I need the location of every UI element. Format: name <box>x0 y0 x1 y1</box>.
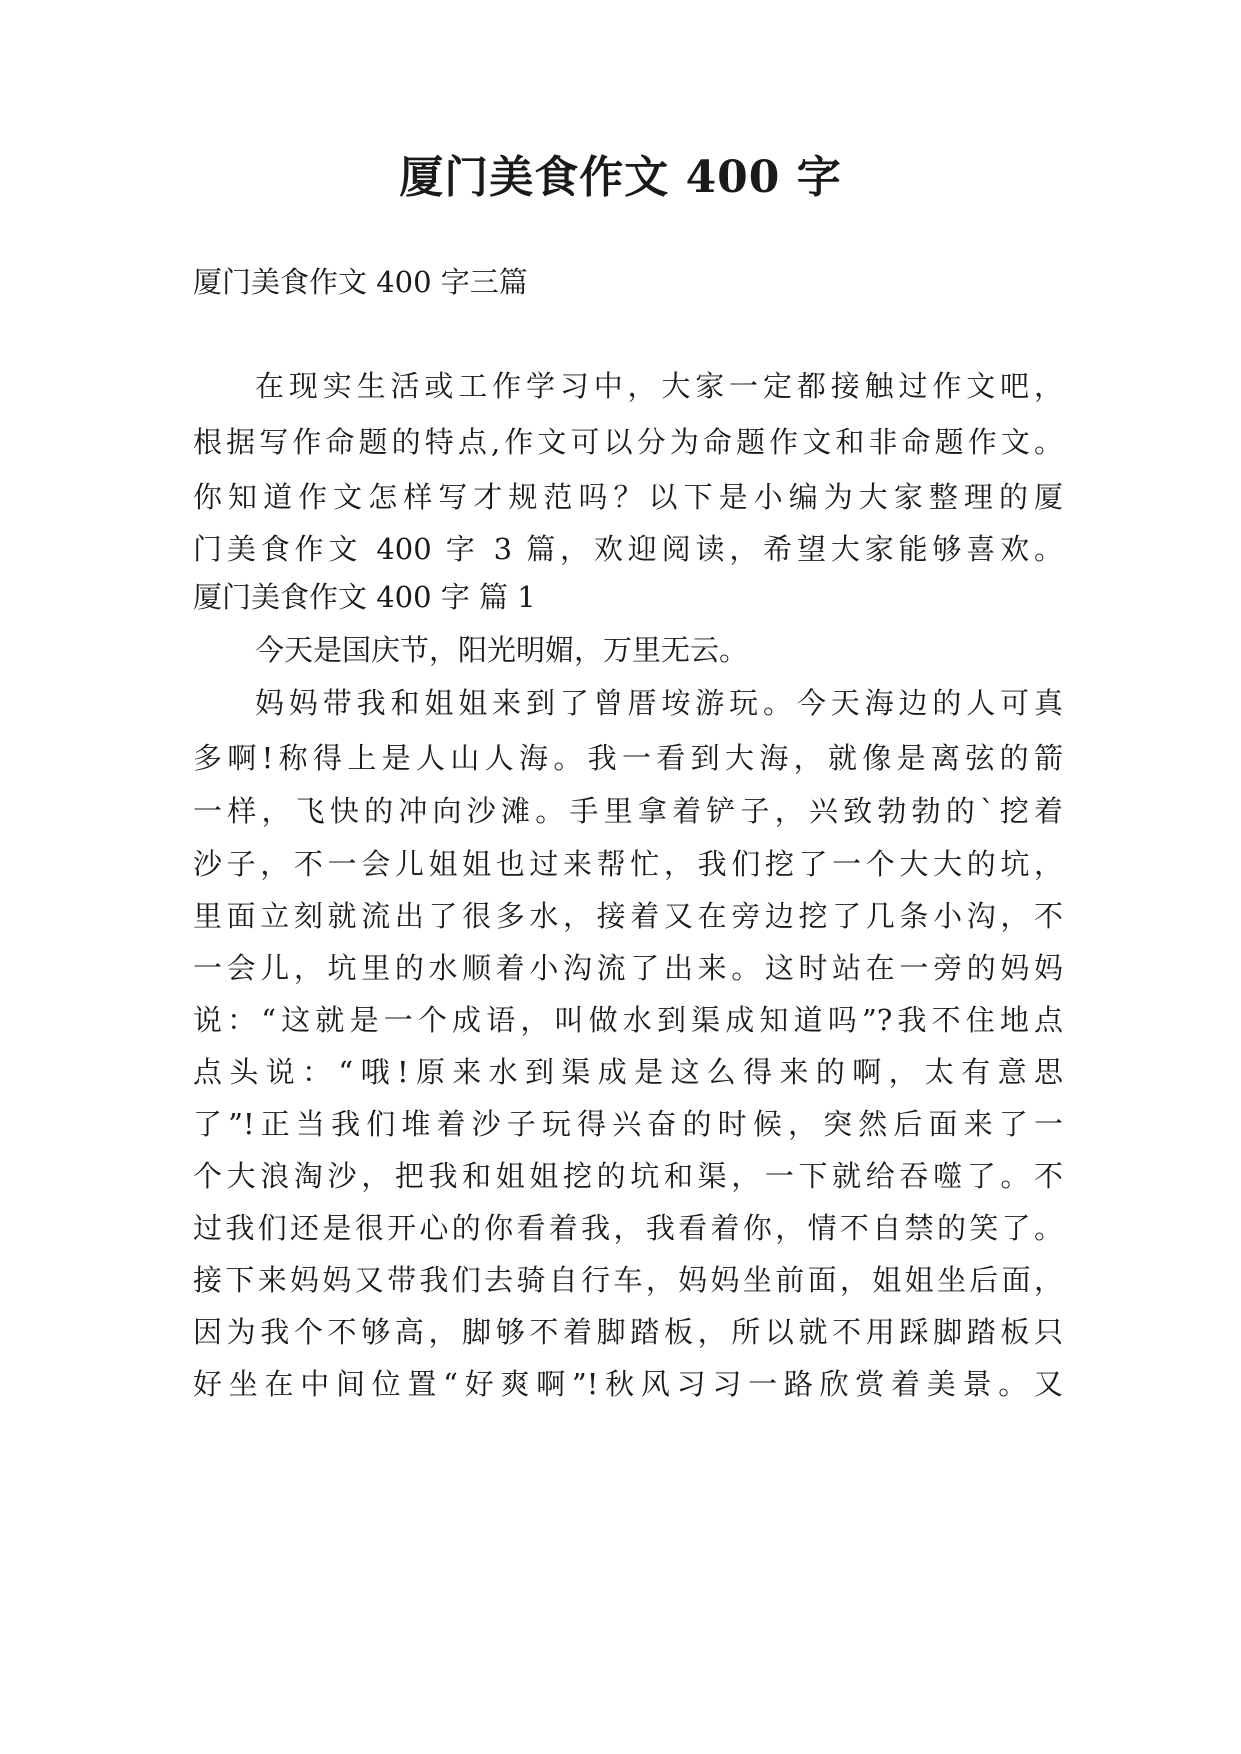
document-subtitle: 厦门美食作文 400 字三篇 <box>193 265 528 299</box>
paragraph-line: 个大浪淘沙，把我和姐姐挖的坑和渠，一下就给吞噬了。不 <box>193 1159 1063 1193</box>
paragraph-line: 点头说：“哦!原来水到渠成是这么得来的啊，太有意思 <box>193 1055 1063 1089</box>
paragraph-line: 接下来妈妈又带我们去骑自行车，妈妈坐前面，姐姐坐后面， <box>193 1263 1063 1297</box>
intro-line: 在现实生活或工作学习中，大家一定都接触过作文吧， <box>255 369 1063 403</box>
paragraph-line: 了”!正当我们堆着沙子玩得兴奋的时候，突然后面来了一 <box>193 1107 1063 1141</box>
paragraph-line: 多啊!称得上是人山人海。我一看到大海，就像是离弦的箭 <box>193 741 1063 775</box>
section-heading: 厦门美食作文 400 字 篇 1 <box>193 580 536 614</box>
document-title: 厦门美食作文 400 字 <box>399 152 842 203</box>
intro-line: 根据写作命题的特点,作文可以分为命题作文和非命题作文。 <box>193 425 1063 459</box>
paragraph-line: 说：“这就是一个成语，叫做水到渠成知道吗”?我不住地点 <box>193 1003 1063 1037</box>
intro-line: 门美食作文 400 字 3 篇，欢迎阅读，希望大家能够喜欢。 <box>193 532 1063 566</box>
paragraph-line: 好坐在中间位置“好爽啊”!秋风习习一路欣赏着美景。又 <box>193 1367 1063 1401</box>
paragraph-line: 一会儿，坑里的水顺着小沟流了出来。这时站在一旁的妈妈 <box>193 951 1063 985</box>
intro-line: 你知道作文怎样写才规范吗？以下是小编为大家整理的厦 <box>193 480 1063 514</box>
paragraph-line: 里面立刻就流出了很多水，接着又在旁边挖了几条小沟，不 <box>193 899 1063 933</box>
paragraph-line: 妈妈带我和姐姐来到了曾厝垵游玩。今天海边的人可真 <box>255 686 1063 720</box>
paragraph-line: 过我们还是很开心的你看着我，我看着你，情不自禁的笑了。 <box>193 1211 1063 1245</box>
paragraph-line: 今天是国庆节，阳光明媚，万里无云。 <box>255 633 749 667</box>
paragraph-line: 因为我个不够高，脚够不着脚踏板，所以就不用踩脚踏板只 <box>193 1315 1063 1349</box>
paragraph-line: 一样，飞快的冲向沙滩。手里拿着铲子，兴致勃勃的`挖着 <box>193 794 1063 828</box>
paragraph-line: 沙子，不一会儿姐姐也过来帮忙，我们挖了一个大大的坑， <box>193 847 1063 881</box>
